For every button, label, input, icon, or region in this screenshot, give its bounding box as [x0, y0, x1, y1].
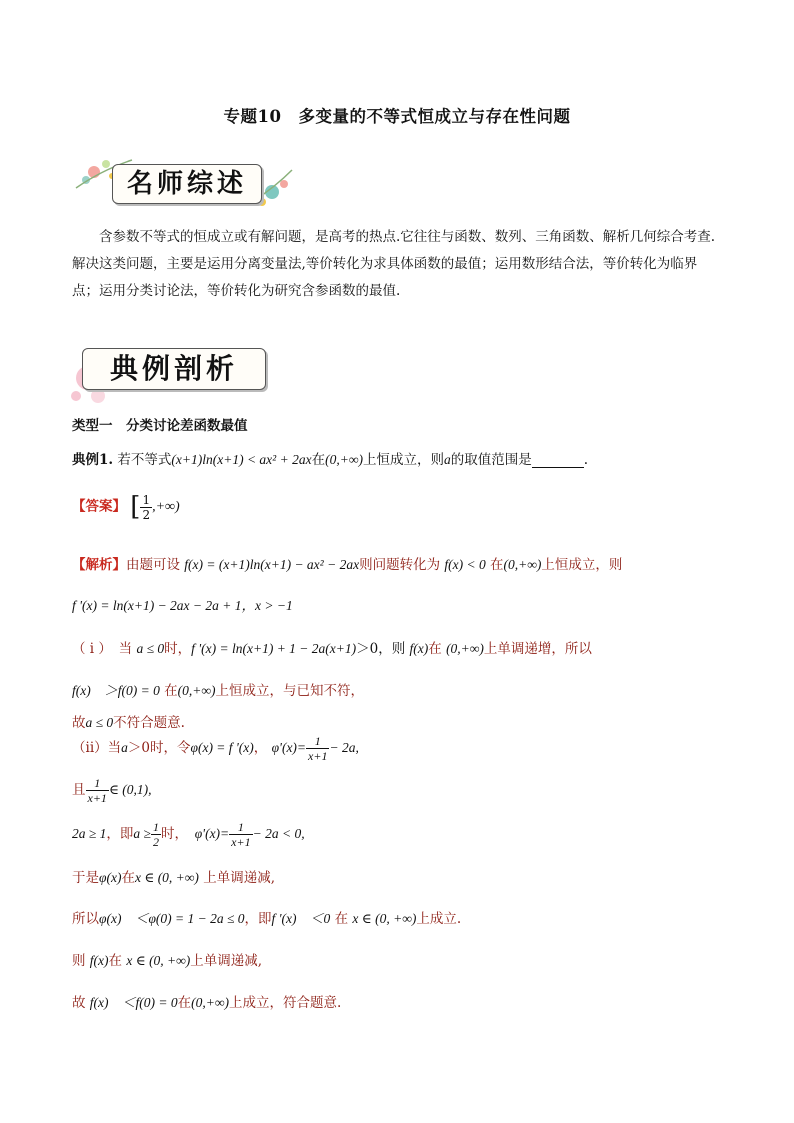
example-1 — [72, 448, 588, 468]
answer-tag: 【答案】 — [72, 498, 126, 515]
sol-math: 2a ≥ 1 — [72, 826, 107, 841]
sol-text: 上成立，符合题意. — [229, 995, 342, 1011]
sol-text: 故 — [72, 995, 86, 1011]
fraction-denominator: x+1 — [87, 791, 107, 805]
sol-text: 时， — [160, 826, 182, 842]
sol-text: 在 — [164, 683, 178, 699]
fraction-numerator: 1 — [229, 820, 252, 835]
sol-text: 于是 — [72, 870, 99, 886]
fraction — [229, 820, 252, 849]
solution-line-12 — [72, 991, 341, 1011]
example-text: 上恒成立，则 — [362, 452, 444, 468]
solution-line-1 — [72, 553, 622, 573]
example-interval: (0,+∞) — [325, 452, 363, 467]
sol-math: φ(x) ＜φ(0) = 1 − 2a ≤ 0 — [99, 911, 245, 926]
sol-math: φ(x) = f '(x) — [190, 740, 254, 755]
solution-line-10 — [72, 907, 461, 927]
sol-math: − 2a, — [329, 740, 359, 755]
sol-math: f(x) = (x+1)ln(x+1) − ax² − 2ax — [184, 557, 360, 572]
solution-line-5 — [72, 711, 185, 731]
sol-math: φ'(x)= — [194, 826, 230, 841]
solution-line-7 — [72, 776, 152, 805]
sol-math: ∈ (0,1), — [108, 782, 152, 797]
sol-text: 在 — [490, 557, 504, 573]
sol-math: − 2a < 0, — [252, 826, 305, 841]
sol-text: ＞0时，令 — [127, 740, 191, 756]
sol-text: （ii）当 — [72, 740, 122, 756]
sol-text: 上恒成立，与已知不符， — [215, 683, 364, 699]
example-label: 典例1. — [72, 452, 114, 468]
sol-math: x ∈ (0, +∞) — [134, 870, 199, 885]
sol-text: （ i ） 当 — [72, 641, 133, 657]
sol-math: (0,+∞) — [177, 683, 216, 698]
sol-math: φ'(x)= — [271, 740, 307, 755]
banner-famous-teacher — [72, 150, 294, 212]
example-end: . — [583, 452, 588, 468]
sol-text: 在 — [121, 870, 135, 886]
sol-math: a ≤ 0 — [136, 641, 165, 656]
sol-math: f(x) < 0 — [444, 557, 486, 572]
fraction-denominator: 2 — [142, 507, 151, 522]
sol-text: 上恒成立，则 — [541, 557, 623, 573]
sol-math: a — [121, 740, 128, 755]
sol-text: 时， — [164, 641, 192, 657]
sol-math: x ∈ (0, +∞) — [352, 911, 417, 926]
answer-fraction — [140, 493, 152, 522]
fraction-denominator: x+1 — [231, 835, 251, 849]
fraction — [306, 734, 329, 763]
sol-math: x ∈ (0, +∞) — [126, 953, 191, 968]
sol-text: 所以 — [72, 911, 99, 927]
example-text: 的取值范围是 — [450, 452, 532, 468]
sol-math: (0,+∞) — [191, 995, 229, 1010]
sol-text: 上单调递增，所以 — [483, 641, 592, 657]
banner-title: 名师综述 — [112, 164, 262, 204]
sol-math: f(x) — [89, 953, 109, 968]
answer-blank — [532, 453, 584, 468]
fraction-numerator: 1 — [306, 734, 329, 749]
sol-text: 不符合题意. — [113, 715, 185, 731]
solution-line-8 — [72, 820, 305, 849]
fraction-numerator: 1 — [152, 820, 159, 834]
sol-math: a ≥ — [133, 826, 151, 841]
sol-text: 在 — [428, 641, 442, 657]
intro-paragraph: 含参数不等式的恒成立或有解问题，是高考的热点.它往往与函数、数列、三角函数、解析几何综合考查.解决这类问题，主要是运用分离变量法,等价转化为求具体函数的最值；运用数形结合法，等价转化为临界点；运用分类讨论法，等价转化为研究含参函数的最值. — [72, 229, 716, 299]
solution-line-3 — [72, 637, 592, 657]
banner-title: 典例剖析 — [82, 348, 266, 390]
sol-text: ， — [253, 740, 268, 756]
sol-text: 上单调递减, — [203, 870, 276, 886]
sol-math: f(x) ＜f(0) = 0 — [89, 995, 178, 1010]
example-text: 若不等式 — [117, 452, 172, 468]
page-title: 专题10 多变量的不等式恒成立与存在性问题 — [223, 107, 571, 126]
sol-math: (0,+∞) — [446, 641, 484, 656]
solution-line-11 — [72, 949, 262, 969]
example-text: 在 — [311, 452, 326, 468]
sol-math: (0,+∞) — [503, 557, 542, 572]
answer-line — [72, 492, 180, 522]
sol-text: ，即 — [244, 911, 272, 927]
solution-line-9 — [72, 866, 275, 886]
sol-text: ，即 — [106, 826, 134, 842]
example-variable: a — [443, 452, 451, 467]
sol-text: 上成立. — [416, 911, 462, 927]
answer-bracket: [ — [130, 492, 141, 522]
solution-line-4 — [72, 679, 364, 699]
sol-math: f '(x) ＜0 — [271, 911, 331, 926]
sol-text: 则问题转化为 — [359, 557, 441, 573]
sol-math: f '(x) = ln(x+1) + 1 − 2a(x+1) — [191, 641, 357, 656]
banner-examples — [66, 342, 276, 404]
solution-line-2: f '(x) = ln(x+1) − 2ax − 2a + 1，x > −1 — [72, 598, 293, 613]
sol-text: 在 — [334, 911, 349, 927]
type-heading: 类型一 分类讨论差函数最值 — [72, 418, 248, 434]
solution-tag: 【解析】 — [72, 557, 126, 573]
sol-text: 且 — [72, 782, 86, 798]
fraction — [151, 820, 161, 849]
example-expression: (x+1)ln(x+1) < ax² + 2ax — [171, 452, 312, 467]
fraction — [86, 776, 109, 805]
sol-text: 在 — [177, 995, 192, 1011]
fraction-denominator: x+1 — [308, 749, 328, 763]
sol-math: f(x) ＞f(0) = 0 — [72, 683, 160, 698]
sol-text: 在 — [108, 953, 123, 969]
sol-text: 则 — [72, 953, 86, 969]
sol-text: 故 — [72, 715, 86, 731]
sol-math: a ≤ 0 — [85, 715, 114, 730]
fraction-denominator: 2 — [152, 835, 159, 849]
answer-rest: ,+∞) — [152, 499, 180, 515]
fraction-numerator: 1 — [142, 492, 151, 507]
fraction-numerator: 1 — [86, 776, 109, 791]
sol-math: φ(x) — [99, 870, 122, 885]
sol-text: 上单调递减, — [190, 953, 263, 969]
solution-line-6 — [72, 734, 359, 763]
sol-math: f(x) — [409, 641, 429, 656]
sol-text: 由题可设 — [126, 557, 180, 573]
sol-text: ＞0，则 — [356, 641, 406, 657]
